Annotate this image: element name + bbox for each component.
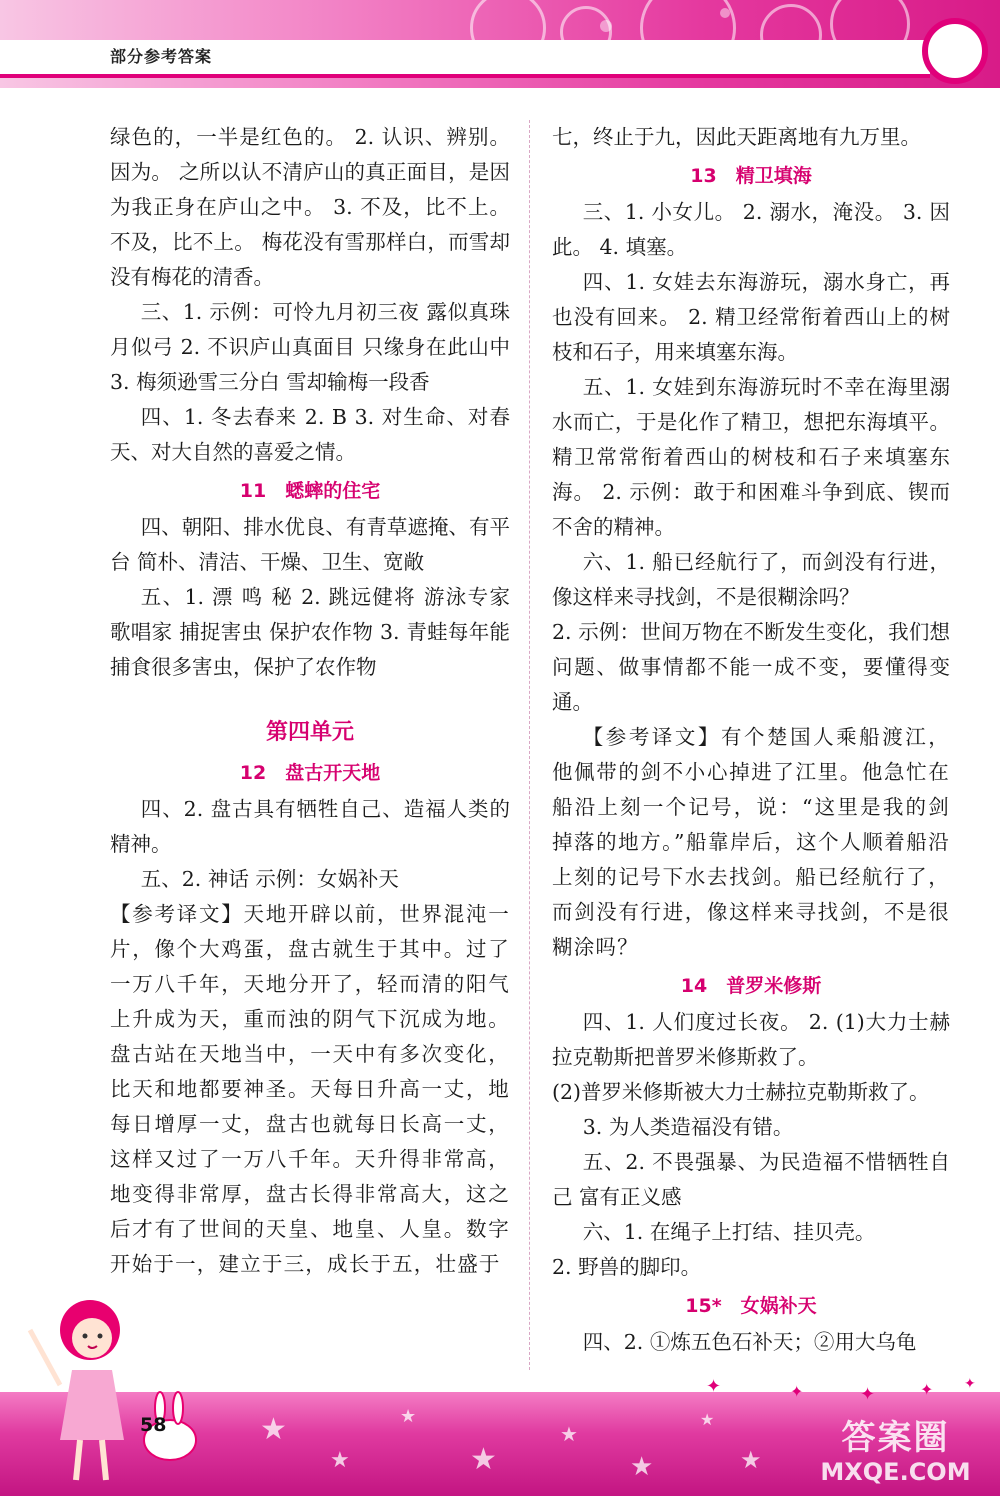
watermark-top: 答案圈 xyxy=(841,1418,950,1458)
star-icon: ★ xyxy=(740,1446,762,1474)
answer-paragraph: 三、1. 小女儿。 2. 溺水，淹没。 3. 因此。 4. 填塞。 xyxy=(552,200,950,259)
star-icon: ★ xyxy=(400,1406,417,1427)
answer-paragraph: (2)普罗米修斯被大力士赫拉克勒斯救了。 xyxy=(552,1080,930,1104)
unit-title: 第四单元 xyxy=(265,720,354,745)
lesson-title: 15* 女娲补天 xyxy=(685,1295,817,1317)
answer-paragraph: 四、2. 盘古具有牺牲自己、造福人类的精神。 xyxy=(110,797,510,856)
page-number: 58 xyxy=(140,1414,167,1436)
decor-dot xyxy=(600,20,612,32)
lesson-title: 11 蟋蟀的住宅 xyxy=(239,480,381,502)
lesson-title: 13 精卫填海 xyxy=(690,165,812,187)
column-divider xyxy=(529,120,530,1370)
answer-paragraph: 三、1. 示例：可怜九月初三夜 露似真珠月似弓 2. 不识庐山真面目 只缘身在此山中 3. 梅须逊雪三分白 雪却输梅一段香 xyxy=(110,300,510,394)
answer-paragraph: 四、2. ①炼五色石补天；②用大乌龟 xyxy=(582,1330,917,1354)
watermark xyxy=(798,1418,993,1486)
answer-paragraph: 2. 野兽的脚印。 xyxy=(552,1255,702,1279)
answer-paragraph: 五、2. 不畏强暴、为民造福不惜牺牲自己 富有正义感 xyxy=(552,1150,950,1209)
answer-paragraph: 五、1. 女娃到东海游玩时不幸在海里溺水而亡，于是化作了精卫，想把东海填平。精卫常常衔着西山的树枝和石子来填塞东海。 2. 示例：敢于和困难斗争到底、锲而不舍的精神。 xyxy=(552,375,950,539)
star-icon: ✦ xyxy=(964,1376,976,1392)
decor-dot xyxy=(720,8,730,18)
star-icon: ★ xyxy=(470,1442,497,1477)
answer-paragraph: 七，终止于九，因此天距离地有九万里。 xyxy=(552,125,921,149)
page-header-title: 部分参考答案 xyxy=(110,47,213,66)
answer-paragraph: 四、朝阳、排水优良、有青草遮掩、有平台 简朴、清洁、干燥、卫生、宽敞 xyxy=(110,515,510,574)
answer-paragraph: 六、1. 船已经航行了，而剑没有行进，像这样来寻找剑，不是很糊涂吗？ xyxy=(552,550,950,609)
star-icon: ★ xyxy=(260,1412,287,1447)
left-column xyxy=(110,120,510,1282)
lesson-title: 14 普罗米修斯 xyxy=(680,975,822,997)
answer-paragraph: 【参考译文】有个楚国人乘船渡江，他佩带的剑不小心掉进了江里。他急忙在船沿上刻一个记号，说：“这里是我的剑掉落的地方。”船靠岸后，这个人顺着船沿上刻的记号下水去找剑。船已经航行了，而剑没有行进，像这样来寻找剑，不是很糊涂吗？ xyxy=(552,725,950,959)
corner-circle-decoration xyxy=(922,18,988,84)
answer-paragraph: 四、1. 人们度过长夜。 2. (1)大力士赫拉克勒斯把普罗米修斯救了。 xyxy=(552,1010,950,1069)
star-icon: ✦ xyxy=(706,1376,722,1397)
answer-paragraph: 五、2. 神话 示例：女娲补天 xyxy=(140,867,399,891)
star-icon: ✦ xyxy=(860,1384,876,1405)
watermark-bottom: MXQE.COM xyxy=(820,1458,971,1486)
answer-paragraph: 四、1. 女娃去东海游玩，溺水身亡，再也没有回来。 2. 精卫经常衔着西山上的树枝和石子，用来填塞东海。 xyxy=(552,270,950,364)
answer-paragraph: 六、1. 在绳子上打结、挂贝壳。 xyxy=(582,1220,876,1244)
girl-illustration-icon xyxy=(20,1290,220,1496)
answer-paragraph: 【参考译文】天地开辟以前，世界混沌一片，像个大鸡蛋，盘古就生于其中。过了一万八千年，天地分开了，轻而清的阳气上升成为天，重而浊的阴气下沉成为地。盘古站在天地当中，一天中有多次变化，比天和地都要神圣。天每日升高一丈，地每日增厚一丈，盘古也就每日长高一丈，这样又过了一万八千年。天升得非常高，地变得非常厚，盘古长得非常高大，这之后才有了世间的天皇、地皇、人皇。数字开始于一，建立于三，成长于五，壮盛于 xyxy=(110,902,510,1276)
star-icon: ★ xyxy=(630,1452,654,1482)
star-icon: ★ xyxy=(700,1410,715,1429)
answer-paragraph: 2. 示例：世间万物在不断发生变化，我们想问题、做事情都不能一成不变，要懂得变通。 xyxy=(552,620,950,714)
star-icon: ★ xyxy=(560,1422,578,1446)
answer-paragraph: 绿色的，一半是红色的。 2. 认识、辨别。 因为。 之所以认不清庐山的真正面目，是因为我正身在庐山之中。 3. 不及，比不上。 不及，比不上。 梅花没有雪那样白，而雪却没有梅花的清香。 xyxy=(110,125,510,289)
star-icon: ✦ xyxy=(790,1382,804,1401)
answer-paragraph: 3. 为人类造福没有错。 xyxy=(582,1115,794,1139)
answer-paragraph: 五、1. 漂 鸣 秘 2. 跳远健将 游泳专家 歌唱家 捕捉害虫 保护农作物 3. 青蛙每年能捕食很多害虫，保护了农作物 xyxy=(110,585,510,679)
right-column xyxy=(552,120,950,1360)
answer-paragraph: 四、1. 冬去春来 2. B 3. 对生命、对春天、对大自然的喜爱之情。 xyxy=(110,405,510,464)
lesson-title: 12 盘古开天地 xyxy=(239,762,381,784)
star-icon: ✦ xyxy=(920,1380,934,1399)
star-icon: ★ xyxy=(330,1448,350,1473)
